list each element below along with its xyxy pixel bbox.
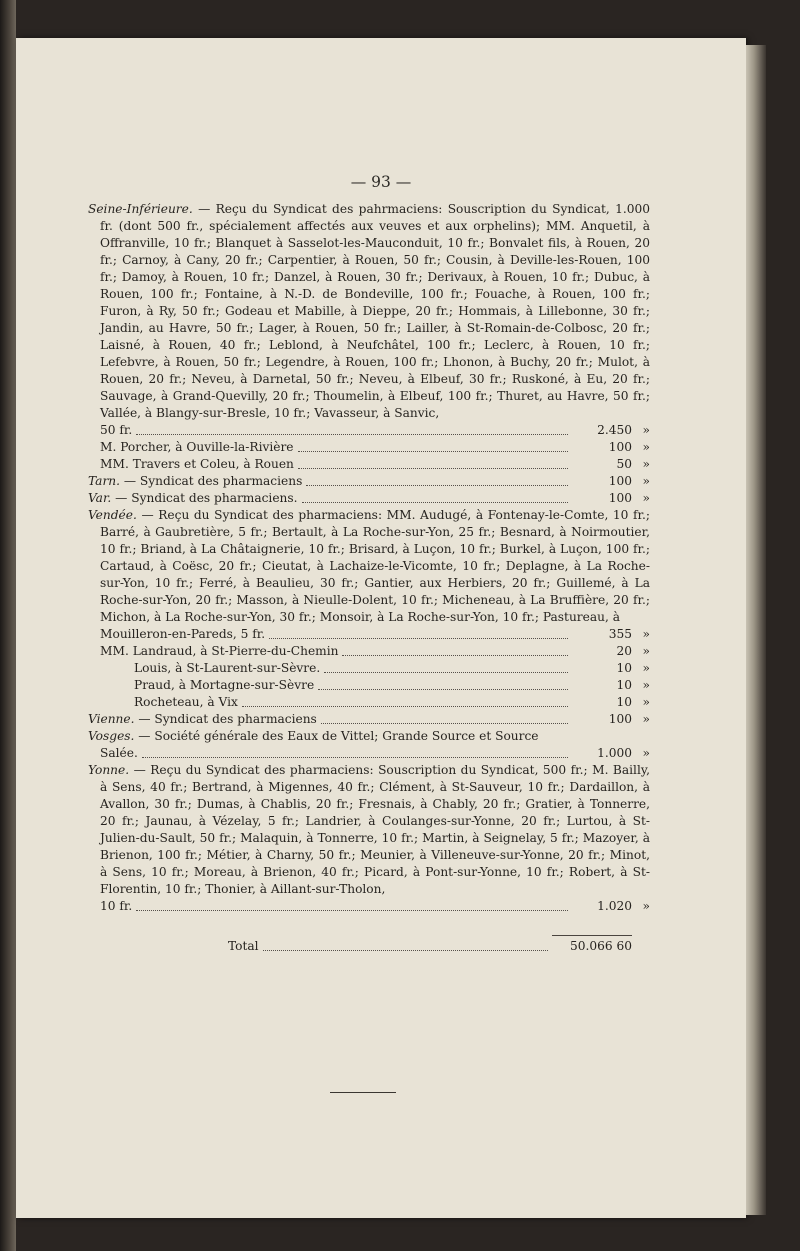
leader-dots bbox=[324, 672, 568, 673]
leader-dots bbox=[318, 689, 568, 690]
entry-label-text: Mouilleron-en-Pareds, 5 fr. bbox=[100, 627, 266, 641]
entry-row bbox=[88, 473, 650, 490]
entry-label bbox=[88, 473, 302, 490]
subscription-list bbox=[88, 201, 650, 955]
leader-dots bbox=[142, 757, 568, 758]
department-name: Seine-Inférieure. bbox=[88, 202, 193, 216]
ditto-mark: » bbox=[642, 644, 650, 658]
entry-label-text: MM. Travers et Coleu, à Rouen bbox=[100, 457, 294, 471]
entry-label bbox=[100, 898, 132, 915]
entry-label-text: 50 fr. bbox=[100, 423, 133, 437]
ditto-mark: » bbox=[642, 457, 650, 471]
entry-label bbox=[88, 490, 298, 507]
entry-row bbox=[88, 677, 650, 694]
entry-amount: 2.450 bbox=[597, 423, 632, 437]
entry-label bbox=[100, 439, 294, 456]
entry-label-text: 10 fr. bbox=[100, 899, 133, 913]
department-name: Yonne. bbox=[88, 763, 130, 777]
department-name: Vienne. bbox=[88, 712, 135, 726]
entry-amount: 10 bbox=[616, 661, 632, 675]
department-name: Vosges. bbox=[88, 729, 135, 743]
entry-amount: 100 bbox=[608, 474, 632, 488]
entry-label-text: — Syndicat des pharmaciens bbox=[134, 712, 317, 726]
entry-row bbox=[88, 694, 650, 711]
ditto-mark: » bbox=[642, 712, 650, 726]
entry-paragraph bbox=[88, 201, 650, 422]
entry-text: — Société générale des Eaux de Vittel; Grande Source et Source bbox=[134, 729, 539, 743]
entry-amount: 10 bbox=[616, 695, 632, 709]
leader-dots bbox=[269, 638, 568, 639]
entry-amount: 100 bbox=[608, 440, 632, 454]
entry-row bbox=[88, 626, 650, 643]
entry-paragraph bbox=[88, 507, 650, 626]
entry-label bbox=[134, 694, 238, 711]
ditto-mark: » bbox=[642, 746, 650, 760]
leader-dots bbox=[136, 434, 568, 435]
page-number: — 93 — bbox=[350, 173, 412, 191]
entry-text: — Reçu du Syndicat des pahrmaciens: Souscription du Syndicat, 1.000 fr. (dont 500 fr., spécialement affectés aux veuves et aux orphelins); MM. Anquetil, à Offranville, 10 fr.; Blanquet à Sasselot-les-Mauconduit, 10 fr.; Bonvalet fils, à Rouen, 20 fr.; Carnoy, à Cany, 20 fr.; Carpentier, à Rouen, 50 fr.; Cousin, à Deville-les-Rouen, 100 fr.; Damoy, à Rouen, 10 fr.; Danzel, à Rouen, 30 fr.; Derivaux, à Rouen, 10 fr.; Dubuc, à Rouen, 100 fr.; Fontaine, à N.-D. de Bondeville, 100 fr.; Fouache, à Rouen, 100 fr.; Furon, à Ry, 50 fr.; Godeau et Mabille, à Dieppe, 20 fr.; Hommais, à Lillebonne, 30 fr.; Jandin, au Havre, 50 fr.; Lager, à Rouen, 50 fr.; Lailler, à St-Romain-de-Colbosc, 20 fr.; Laisné, à Rouen, 40 fr.; Leblond, à Neufchâtel, 100 fr.; Leclerc, à Rouen, 10 fr.; Lefebvre, à Rouen, 50 fr.; Legendre, à Rouen, 100 fr.; Lhonon, à Buchy, 20 fr.; Mulot, à Rouen, 20 fr.; Neveu, à Darnetal, 50 fr.; Neveu, à Elbeuf, 30 fr.; Ruskoné, à Eu, 20 fr.; Sauvage, à Grand-Quevilly, 20 fr.; Thoumelin, à Elbeuf, 100 fr.; Thuret, au Havre, 50 fr.; Vallée, à Blangy-sur-Bresle, 10 fr.; Vavasseur, à Sanvic, bbox=[100, 202, 650, 420]
department-name: Vendée. bbox=[88, 508, 137, 522]
entry-row bbox=[88, 898, 650, 915]
leader-dots bbox=[306, 485, 568, 486]
leader-dots bbox=[263, 950, 548, 951]
entry-label bbox=[100, 643, 338, 660]
entry-row bbox=[88, 643, 650, 660]
ditto-mark: » bbox=[642, 491, 650, 505]
department-name: Var. bbox=[88, 491, 112, 505]
entry-label bbox=[100, 626, 265, 643]
ditto-mark: » bbox=[642, 627, 650, 641]
entry-label bbox=[134, 660, 320, 677]
entry-label-text: M. Porcher, à Ouville-la-Rivière bbox=[100, 440, 294, 454]
ditto-mark: » bbox=[642, 440, 650, 454]
entry-label-text: Praud, à Mortagne-sur-Sèvre bbox=[134, 678, 315, 692]
entry-amount: 50 bbox=[616, 457, 632, 471]
entry-amount: 355 bbox=[608, 627, 632, 641]
entry-row bbox=[88, 745, 650, 762]
leader-dots bbox=[321, 723, 568, 724]
entry-label bbox=[100, 745, 138, 762]
ditto-mark: » bbox=[642, 678, 650, 692]
entry-row bbox=[88, 456, 650, 473]
entry-text: — Reçu du Syndicat des pharmaciens: Souscription du Syndicat, 500 fr.; M. Bailly, à Sens, 40 fr.; Bertrand, à Migennes, 40 fr.; Clément, à St-Sauveur, 10 fr.; Dardaillon, à Avallon, 30 fr.; Dumas, à Chablis, 20 fr.; Fresnais, à Chably, 20 fr.; Gratier, à Tonnerre, 20 fr.; Jaunau, à Vézelay, 5 fr.; Landrier, à Coulanges-sur-Yonne, 20 fr.; Lurtou, à St-Julien-du-Sault, 50 fr.; Malaquin, à Tonnerre, 10 fr.; Martin, à Seignelay, 5 fr.; Mazoyer, à Brienon, 100 fr.; Métier, à Charny, 50 fr.; Meunier, à Villeneuve-sur-Yonne, 20 fr.; Minot, à Sens, 10 fr.; Moreau, à Brienon, 40 fr.; Picard, à Pont-sur-Yonne, 10 fr.; Robert, à St-Florentin, 10 fr.; Thonier, à Aillant-sur-Tholon, bbox=[100, 763, 650, 896]
entry-row bbox=[88, 439, 650, 456]
ditto-mark: » bbox=[642, 474, 650, 488]
closing-rule bbox=[330, 1092, 396, 1093]
entry-amount: 100 bbox=[608, 491, 632, 505]
entry-paragraph bbox=[88, 728, 650, 745]
entry-row bbox=[88, 490, 650, 507]
leader-dots bbox=[342, 655, 568, 656]
entry-row bbox=[88, 660, 650, 677]
entry-label-text: Rocheteau, à Vix bbox=[134, 695, 238, 709]
entry-amount: 10 bbox=[616, 678, 632, 692]
entry-label-text: Louis, à St-Laurent-sur-Sèvre. bbox=[134, 661, 321, 675]
entry-row bbox=[88, 422, 650, 439]
entry-label-text: Salée. bbox=[100, 746, 138, 760]
entry-row bbox=[88, 711, 650, 728]
leader-dots bbox=[136, 910, 568, 911]
total-row bbox=[88, 935, 650, 955]
leader-dots bbox=[302, 502, 568, 503]
leader-dots bbox=[298, 468, 568, 469]
total-amount: 50.066 60 bbox=[552, 935, 632, 955]
entry-amount: 20 bbox=[616, 644, 632, 658]
book-page bbox=[16, 38, 746, 1218]
adjacent-page-strip bbox=[0, 0, 16, 1251]
leader-dots bbox=[242, 706, 568, 707]
leader-dots bbox=[298, 451, 569, 452]
entry-label bbox=[100, 422, 132, 439]
entry-label-text: — Syndicat des pharmaciens. bbox=[111, 491, 298, 505]
ditto-mark: » bbox=[642, 423, 650, 437]
entry-label-text: MM. Landraud, à St-Pierre-du-Chemin bbox=[100, 644, 339, 658]
ditto-mark: » bbox=[642, 695, 650, 709]
ditto-mark: » bbox=[642, 661, 650, 675]
entry-label bbox=[134, 677, 314, 694]
entry-text: — Reçu du Syndicat des pharmaciens: MM. Audugé, à Fontenay-le-Comte, 10 fr.; Barré, à Gaubretière, 5 fr.; Bertault, à La Roche-sur-Yon, 25 fr.; Besnard, à Noirmoutier, 10 fr.; Briand, à La Châtaignerie, 10 fr.; Brisard, à Luçon, 10 fr.; Burkel, à Luçon, 100 fr.; Cartaud, à Coësc, 20 fr.; Cieutat, à Lachaize-le-Vicomte, 10 fr.; Deplagne, à La Roche-sur-Yon, 10 fr.; Ferré, à Beaulieu, 30 fr.; Gantier, aux Herbiers, 20 fr.; Guillemé, à La Roche-sur-Yon, 20 fr.; Masson, à Nieulle-Dolent, 10 fr.; Micheneau, à La Bruffière, 20 fr.; Michon, à La Roche-sur-Yon, 30 fr.; Monsoir, à La Roche-sur-Yon, 10 fr.; Pastureau, à bbox=[100, 508, 650, 624]
entry-label bbox=[88, 711, 317, 728]
entry-amount: 100 bbox=[608, 712, 632, 726]
entry-amount: 1.020 bbox=[597, 899, 632, 913]
department-name: Tarn. bbox=[88, 474, 120, 488]
page-edge-shadow bbox=[746, 45, 766, 1215]
ditto-mark: » bbox=[642, 899, 650, 913]
entry-label bbox=[100, 456, 294, 473]
entry-amount: 1.000 bbox=[597, 746, 632, 760]
entry-label-text: — Syndicat des pharmaciens bbox=[120, 474, 303, 488]
total-label: Total bbox=[228, 939, 259, 953]
entry-paragraph bbox=[88, 762, 650, 898]
